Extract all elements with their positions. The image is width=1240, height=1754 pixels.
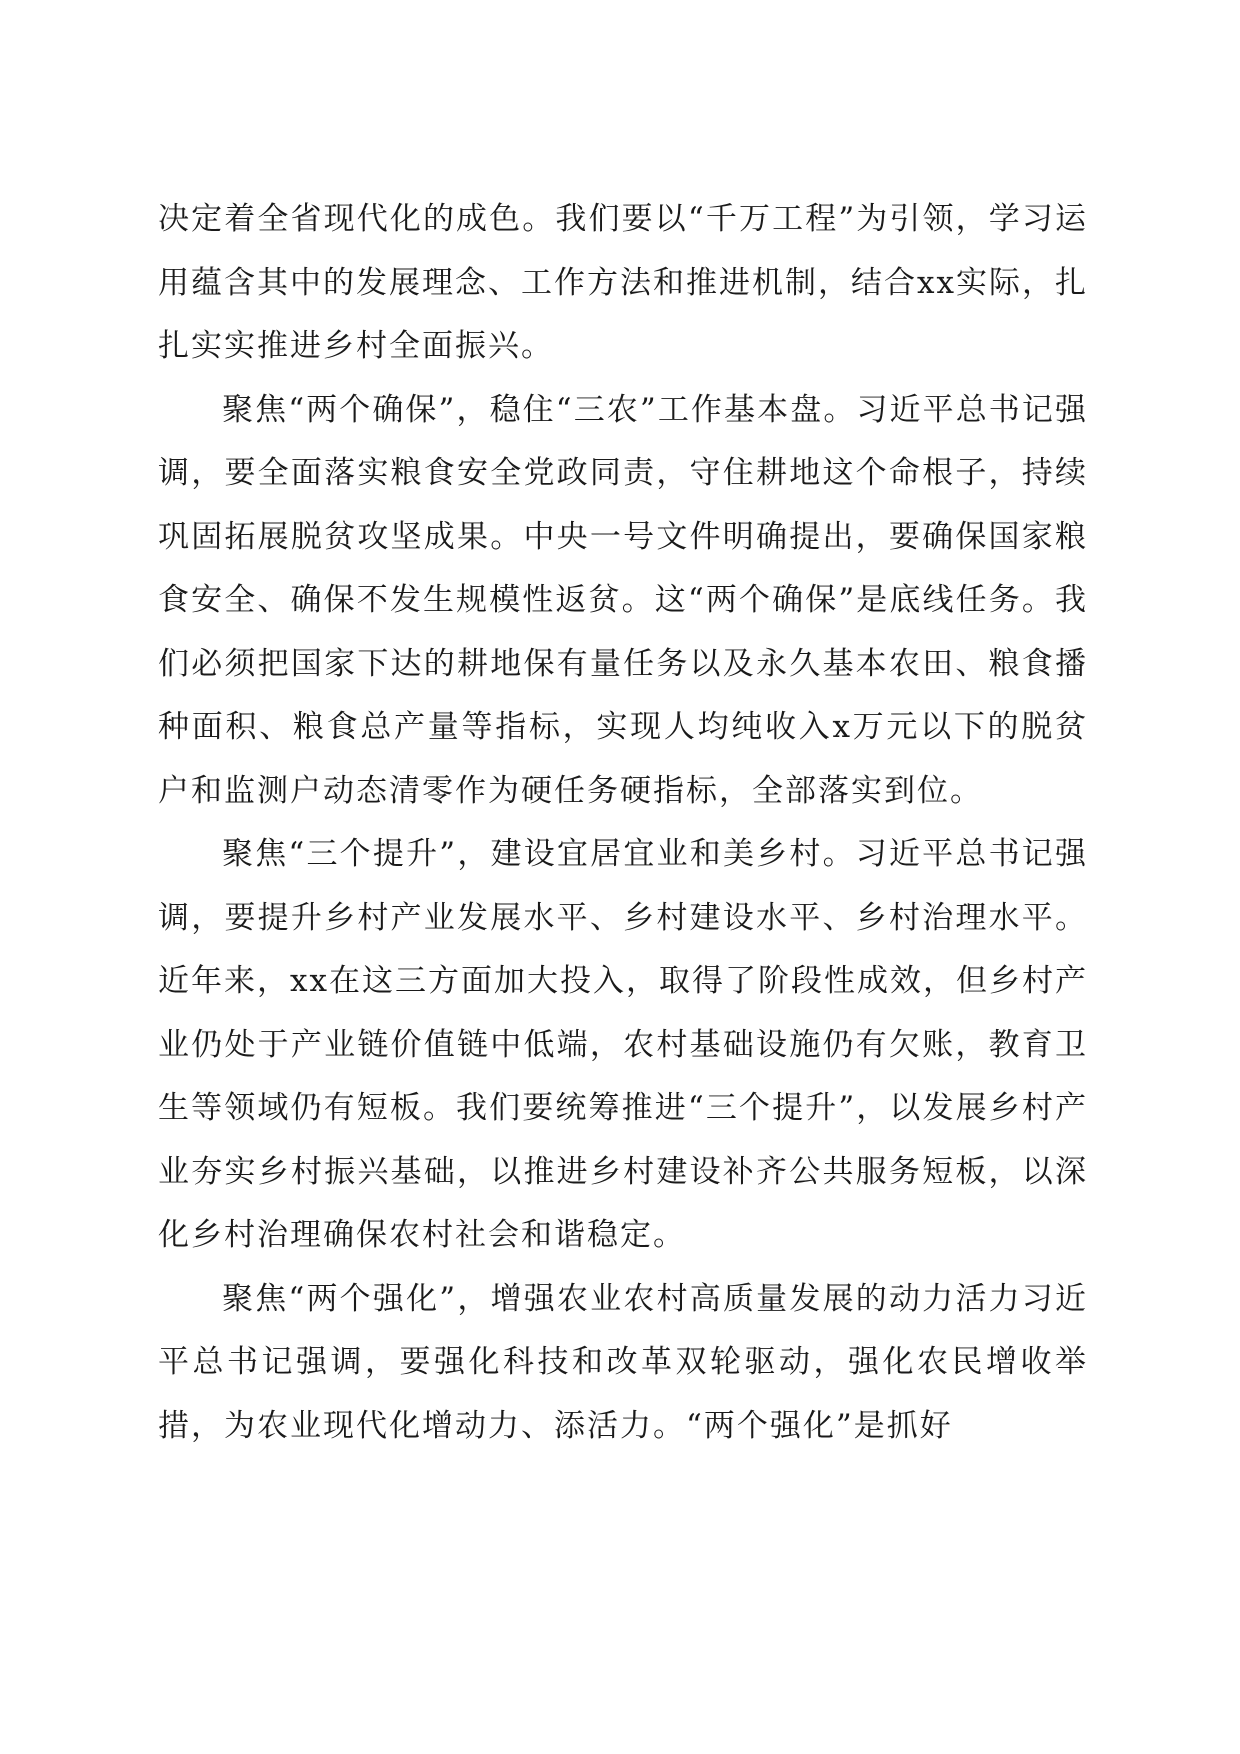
paragraph-three-improvements: 聚焦“三个提升”，建设宜居宜业和美乡村。习近平总书记强调，要提升乡村产业发展水平、乡村建设水平、乡村治理水平。近年来，xx在这三方面加大投入，取得了阶段性成效，但乡村产业仍处于产业链价值链中低端，农村基础设施仍有欠账，教育卫生等领域仍有短板。我们要统筹推进“三个提升”，以发展乡村产业夯实乡村振兴基础，以推进乡村建设补齐公共服务短板，以深化乡村治理确保农村社会和谐稳定。 bbox=[158, 836, 1088, 1253]
paragraph-two-strengthenings: 聚焦“两个强化”，增强农业农村高质量发展的动力活力习近平总书记强调，要强化科技和改革双轮驱动，强化农民增收举措，为农业现代化增动力、添活力。“两个强化”是抓好 bbox=[158, 1280, 1088, 1444]
paragraph-two-guarantees: 聚焦“两个确保”，稳住“三农”工作基本盘。习近平总书记强调，要全面落实粮食安全党政同责，守住耕地这个命根子，持续巩固拓展脱贫攻坚成果。中央一号文件明确提出，要确保国家粮食安全、确保不发生规模性返贫。这“两个确保”是底线任务。我们必须把国家下达的耕地保有量任务以及永久基本农田、粮食播种面积、粮食总产量等指标，实现人均纯收入x万元以下的脱贫户和监测户动态清零作为硬任务硬指标，全部落实到位。 bbox=[158, 391, 1088, 809]
paragraph-continuation: 决定着全省现代化的成色。我们要以“千万工程”为引领，学习运用蕴含其中的发展理念、工作方法和推进机制，结合xx实际，扎扎实实推进乡村全面振兴。 bbox=[158, 201, 1088, 364]
document-body bbox=[158, 188, 1088, 1458]
